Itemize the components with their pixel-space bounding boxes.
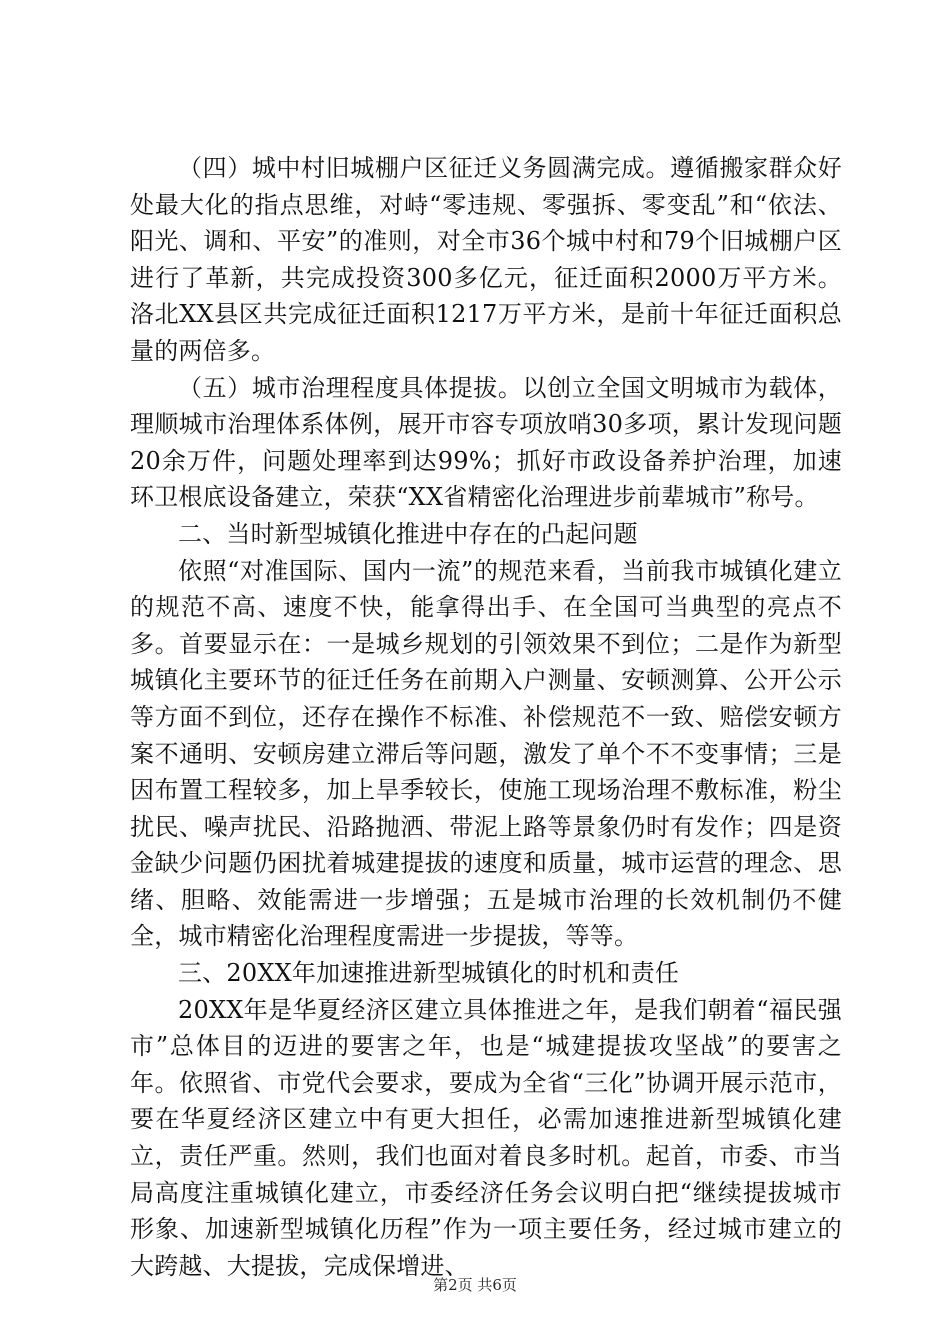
section-heading-2: 二、当时新型城镇化推进中存在的凸起问题 bbox=[178, 519, 638, 548]
paragraph-problems: 依照“对准国际、国内一流”的规范来看，当前我市城镇化建立的规范不高、速度不快，能拿得出手、在全国可当典型的亮点不多。首要显示在：一是城乡规划的引领效果不到位；二是作为新型城镇化主要环节的征迁任务在前期入户测量、安顿测算、公开公示等方面不到位，还存在操作不标准、补偿规范不一致、赔偿安顿方案不通明、安顿房建立滞后等问题，激发了单个不不变事情；三是因布置工程较多，加上旱季较长，使施工现场治理不敷标准，粉尘扰民、噪声扰民、沿路抛洒、带泥上路等景象仍时有发作；四是资金缺少问题仍困扰着城建提拔的速度和质量，城市运营的理念、思绪、胆略、效能需进一步增强；五是城市治理的长效机制仍不健全，城市精密化治理程度需进一步提拔，等等。 bbox=[130, 556, 842, 951]
section-heading-3: 三、20XX年加速推进新型城镇化的时机和责任 bbox=[178, 959, 680, 988]
paragraph-section-5: （五）城市治理程度具体提拔。以创立全国文明城市为载体，理顺城市治理体系体例，展开市容专项放哨30多项，累计发现问题20余万件，问题处理率到达99%；抓好市政设备养护治理，加速环卫根底设备建立，荣获“XX省精密化治理进步前辈城市”称号。 bbox=[130, 373, 842, 512]
paragraph-opportunities: 20XX年是华夏经济区建立具体推进之年，是我们朝着“福民强市”总体目的迈进的要害之年，也是“城建提拔攻坚战”的要害之年。依照省、市党代会要求，要成为全省“三化”协调开展示范市，要在华夏经济区建立中有更大担任，必需加速推进新型城镇化建立，责任严重。然则，我们也面对着良多时机。起首，市委、市当局高度注重城镇化建立，市委经济任务会议明白把“继续提拔城市形象、加速新型城镇化历程”作为一项主要任务，经过城市建立的大跨越、大提拔，完成保增进、 bbox=[130, 995, 842, 1280]
document-body bbox=[130, 150, 842, 1284]
page-number-footer: 第2页 共6页 bbox=[433, 1276, 517, 1294]
paragraph-section-4: （四）城中村旧城棚户区征迁义务圆满完成。遵循搬家群众好处最大化的指点思维，对峙“零违规、零强拆、零变乱”和“依法、阳光、调和、平安”的准则，对全市36个城中村和79个旧城棚户区进行了革新，共完成投资300多亿元，征迁面积2000万平方米。洛北XX县区共完成征迁面积1217万平方米，是前十年征迁面积总量的两倍多。 bbox=[130, 154, 842, 365]
